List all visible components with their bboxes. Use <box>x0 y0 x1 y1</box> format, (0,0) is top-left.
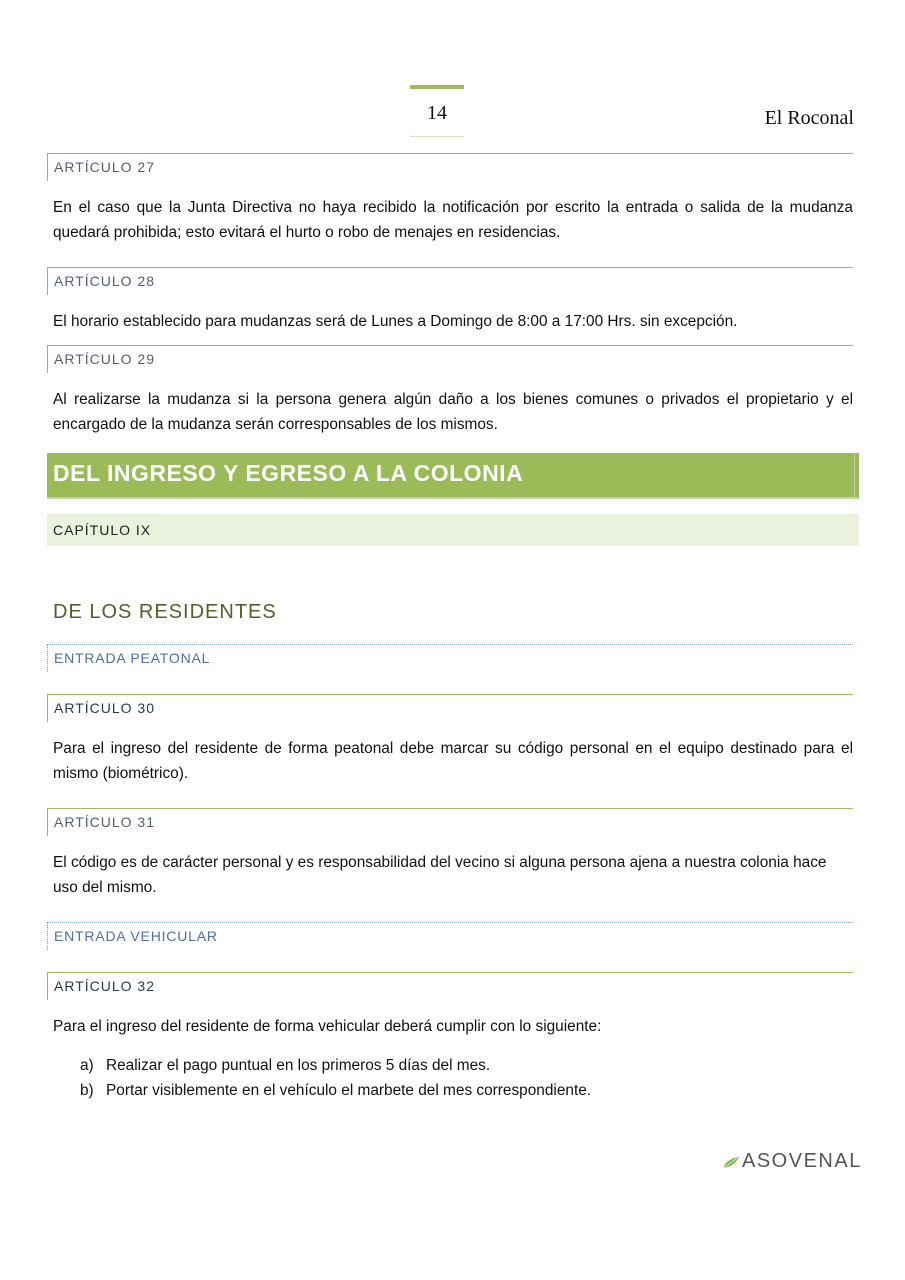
page-number-bottom-rule <box>410 136 464 137</box>
article-30-text: Para el ingreso del residente de forma peatonal debe marcar su código personal en el equipo destinado para el mismo (biométrico). <box>53 740 853 782</box>
section-subtitle: DE LOS RESIDENTES <box>53 601 277 623</box>
logo-text: ASOVENAL <box>742 1150 862 1172</box>
list-item <box>47 1078 859 1103</box>
document-title: El Roconal <box>764 107 854 129</box>
list-marker: a) <box>80 1057 94 1074</box>
list-item <box>47 1053 859 1078</box>
subsection-pedestrian-entry: ENTRADA PEATONAL <box>47 644 853 672</box>
page-content <box>47 153 859 1103</box>
article-28-heading: ARTÍCULO 28 <box>47 267 853 295</box>
article-32-heading: ARTÍCULO 32 <box>47 972 853 1000</box>
article-30-heading: ARTÍCULO 30 <box>47 694 853 722</box>
article-32-text: Para el ingreso del residente de forma vehicular deberá cumplir con lo siguiente: <box>53 1018 602 1035</box>
list-marker: b) <box>80 1082 94 1099</box>
chapter-label: CAPÍTULO IX <box>53 522 152 538</box>
page-number-top-rule <box>410 85 464 89</box>
section-banner <box>47 453 859 499</box>
section-title: DEL INGRESO Y EGRESO A LA COLONIA <box>53 460 524 486</box>
article-31-text: El código es de carácter personal y es responsabilidad del vecino si alguna persona ajena a nuestra colonia hace uso del mismo. <box>53 854 827 896</box>
article-31-heading: ARTÍCULO 31 <box>47 808 853 836</box>
leaf-icon <box>722 1155 740 1169</box>
list-item-text: Portar visiblemente en el vehículo el marbete del mes correspondiente. <box>106 1082 592 1099</box>
article-29-text: Al realizarse la mudanza si la persona genera algún daño a los bienes comunes o privados el propietario y el encargado de la mudanza serán corresponsables de los mismos. <box>53 391 853 433</box>
article-32-list <box>47 1053 859 1103</box>
asovenal-logo <box>722 1150 862 1173</box>
article-27-text: En el caso que la Junta Directiva no haya recibido la notificación por escrito la entrada o salida de la mudanza quedará prohibida; esto evitará el hurto o robo de menajes en residencias. <box>53 199 853 241</box>
page-number: 14 <box>427 102 447 124</box>
list-item-text: Realizar el pago puntual en los primeros 5 días del mes. <box>106 1057 491 1074</box>
chapter-bar <box>47 514 859 546</box>
article-28-text: El horario establecido para mudanzas será de Lunes a Domingo de 8:00 a 17:00 Hrs. sin excepción. <box>53 313 738 330</box>
article-27-heading: ARTÍCULO 27 <box>47 153 853 181</box>
article-29-heading: ARTÍCULO 29 <box>47 345 853 373</box>
banner-inner-rule <box>854 453 855 497</box>
subsection-vehicular-entry: ENTRADA VEHICULAR <box>47 922 853 950</box>
